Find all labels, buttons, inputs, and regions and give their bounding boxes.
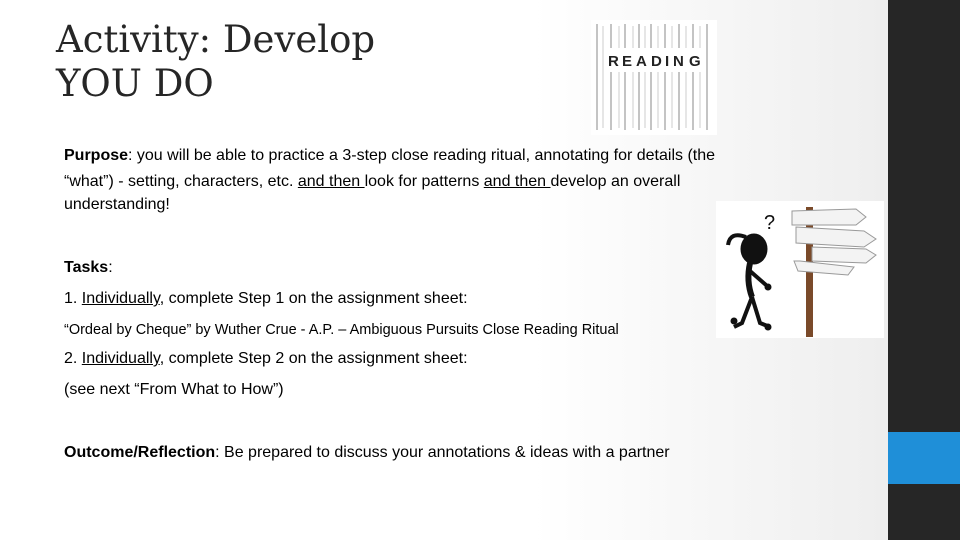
purpose-label: Purpose [64,147,129,164]
purpose-text-3: understanding! [64,196,170,213]
title-line-2: YOU DO [56,62,214,105]
reading-letter-a: A [636,53,647,70]
reading-letter-n: N [673,53,684,70]
task-1 [64,289,468,309]
reading-letter-d: D [651,53,662,70]
reading-letter-e: E [622,53,633,70]
reading-letter-g: G [689,53,701,70]
purpose-text-2c: develop an overall [550,173,681,190]
purpose-and-then-2: and then [483,173,551,190]
purpose-text-1: : you will be able to practice a 3-step close reading ritual, annotating for details (the [128,147,716,164]
task-2-reference-text: (see next “From What to How”) [64,381,284,398]
side-accent-block [888,432,960,484]
question-mark-icon: ? [764,212,776,234]
task-1-individually: Individually [81,290,160,307]
purpose-text-2a: “what”) - setting, characters, etc. [64,173,298,190]
reading-image [591,20,717,135]
task-1-text: , complete Step 1 on the assignment sheet: [159,290,468,307]
task-2-text: , complete Step 2 on the assignment sheet: [159,350,468,367]
sign-board-1 [792,209,866,225]
purpose-and-then-1: and then [297,173,365,190]
purpose-line-3 [64,195,170,215]
sign-board-3 [812,247,876,263]
tasks-colon: : [108,259,113,276]
task-1-number: 1. [64,290,82,307]
tasks-heading [64,258,113,278]
task-2-individually: Individually [81,350,160,367]
purpose-line-2 [64,172,680,192]
purpose-line-1 [64,146,715,166]
confused-man-signpost-image [716,201,884,338]
task-2 [64,349,468,369]
task-2-reference [64,380,284,400]
task-1-reference [64,320,619,340]
task-2-number: 2. [64,350,82,367]
outcome-line [64,443,670,463]
outcome-label: Outcome/Reflection [64,444,216,461]
purpose-text-2b: look for patterns [364,173,484,190]
outcome-text: : Be prepared to discuss your annotations & ideas with a partner [215,444,670,461]
reading-letter-i: I [665,53,670,70]
slide-title [56,18,375,106]
confused-man-illustration [716,201,884,338]
reading-letter-r: R [608,53,619,70]
title-line-1: Activity: Develop [56,18,376,61]
tasks-label: Tasks [64,259,109,276]
task-1-reference-text: “Ordeal by Cheque” by Wuther Crue - A.P. – Ambiguous Pursuits Close Reading Ritual [64,322,619,338]
reading-illustration [591,20,717,135]
